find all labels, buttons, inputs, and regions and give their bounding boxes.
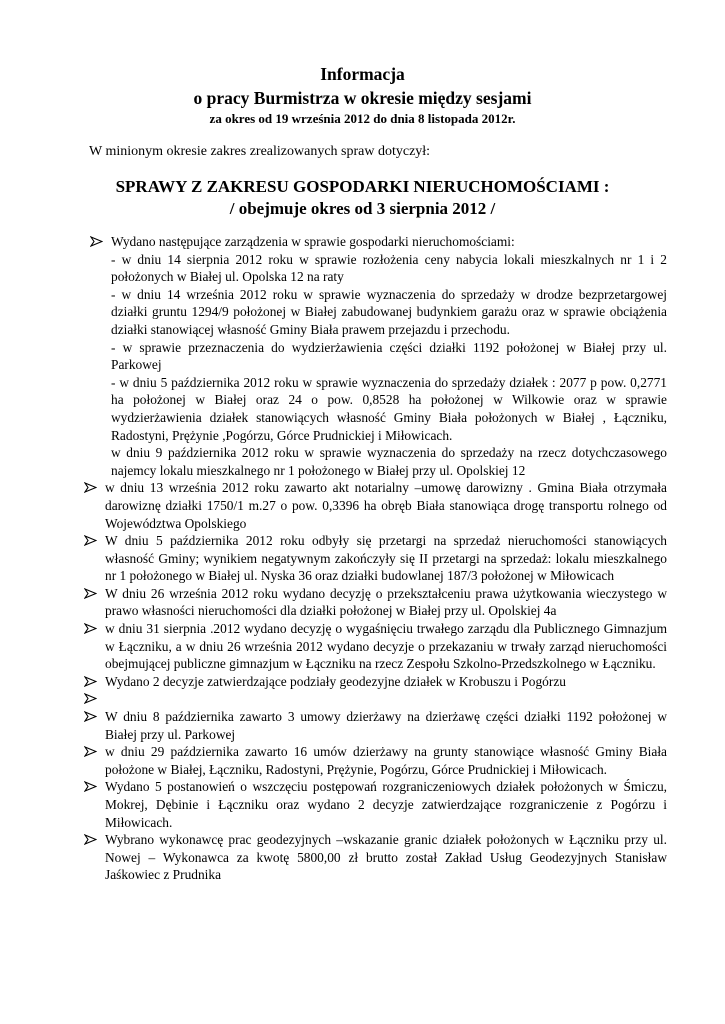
list-item-text: w dniu 13 września 2012 roku zawarto akt notarialny –umowę darowizny . Gmina Biała otrzymała darowiznę działki 1750/1 m.27 o pow. 0,3396 ha obręb Biała stanowiąca drogę transportu rolnego od Województwa Opolskiego xyxy=(105,480,667,531)
document-subtitle: o pracy Burmistrza w okresie między sesjami xyxy=(193,88,532,108)
list-subitem: - w dniu 14 września 2012 roku w sprawie wyznaczenia do sprzedaży w drodze bezprzetargowej działki gruntu 1294/9 położonej w Białej zabudowanej budynkiem garażu oraz w sprawie obciążenia działki stanowiącej własność Gminy Biała prawem przejazdu i przechodu. xyxy=(111,286,667,337)
list-item-text: W dniu 5 października 2012 roku odbyły się przetargi na sprzedaż nieruchomości stanowiących własność Gminy; wynikiem negatywnym zakończyły się II przetargi na sprzedaż: lokalu mieszkalnego nr 1 położonego w Białej ul. Nyska 36 oraz działki budowlanej 187/3 położonej w Miłowicach xyxy=(105,533,667,584)
list-item-text: W dniu 8 października zawarto 3 umowy dzierżawy na dzierżawę części działki 1192 położonej w Białej przy ul. Parkowej xyxy=(105,709,667,742)
items-list xyxy=(0,233,725,884)
document-period: za okres od 19 września 2012 do dnia 8 listopada 2012r. xyxy=(209,111,516,126)
arrow-bullet-icon xyxy=(84,690,98,708)
list-item-text: w dniu 31 sierpnia .2012 wydano decyzję o wygaśnięciu trwałego zarządu dla Publicznego Gimnazjum w Łączniku, a w dniu 26 września 2012 wydano decyzje o przekazaniu w trwały zarząd nieruchomości obejmującej publiczne gimnazjum w Łączniku na rzecz Zespołu Szkolno-Przedszkolnego w Łączniku. xyxy=(105,621,667,672)
arrow-bullet-icon xyxy=(84,778,98,796)
list-item-lead: Wydano następujące zarządzenia w sprawie gospodarki nieruchomościami: xyxy=(111,234,515,249)
list-item xyxy=(0,532,667,585)
section-subtitle: / obejmuje okres od 3 sierpnia 2012 / xyxy=(229,199,496,218)
list-item xyxy=(0,233,667,479)
list-item-text: W dniu 26 września 2012 roku wydano decyzję o przekształceniu prawa użytkowania wieczystego w prawo własności nieruchomości dla działki położonej w Białej przy ul. Opolskiej 4a xyxy=(105,585,667,619)
list-item-text: Wybrano wykonawcę prac geodezyjnych –wskazanie granic działek położonych w Łączniku przy ul. Nowej – Wykonawca za kwotę 5800,00 zł brutto został Zakład Usług Geodezyjnych Stanisław Jaśkowiec z Prudnika xyxy=(105,832,667,883)
list-subitem: w dniu 9 października 2012 roku w sprawie wyznaczenia do sprzedaży na rzecz dotychczasowego najemcy lokalu mieszkalnego nr 1 położonego w Białej przy ul. Opolskiej 12 xyxy=(111,445,667,478)
list-item xyxy=(0,708,667,743)
list-item-text: w dniu 29 października zawarto 16 umów dzierżawy na grunty stanowiące własność Gminy Biała położone w Białej, Łączniku, Radostyni, Prężynie, Pogórzu, Górce Prudnickiej i Miłowicach. xyxy=(105,744,667,777)
document-title: Informacja xyxy=(320,64,405,84)
list-item-text: Wydano 2 decyzje zatwierdzające podziały geodezyjne działek w Krobuszu i Pogórzu xyxy=(105,673,566,689)
arrow-bullet-icon xyxy=(84,708,98,726)
list-item xyxy=(0,585,667,620)
list-item xyxy=(0,479,667,532)
list-item xyxy=(0,620,667,673)
list-item xyxy=(0,673,667,691)
arrow-bullet-icon xyxy=(84,620,98,638)
list-subitem: - w dniu 14 sierpnia 2012 roku w sprawie rozłożenia ceny nabycia lokali mieszkalnych nr 1 i 2 położonych w Białej ul. Opolska 12 na raty xyxy=(111,251,667,285)
list-item xyxy=(0,690,667,708)
arrow-bullet-icon xyxy=(84,831,98,849)
list-subitem: - w sprawie przeznaczenia do wydzierżawienia części działki 1192 położonej w Białej przy ul. Parkowej xyxy=(111,339,667,373)
arrow-bullet-icon xyxy=(90,233,104,251)
arrow-bullet-icon xyxy=(84,743,98,761)
arrow-bullet-icon xyxy=(84,673,98,691)
list-item xyxy=(0,778,667,831)
section-title: SPRAWY Z ZAKRESU GOSPODARKI NIERUCHOMOŚCIAMI : xyxy=(115,177,610,196)
arrow-bullet-icon xyxy=(84,532,98,550)
list-subitem: - w dniu 5 października 2012 roku w sprawie wyznaczenia do sprzedaży działek : 2077 p pow. 0,2771 ha położonej w Białej oraz 24 o pow. 0,8528 ha położonej w Wilkowie oraz w sprawie wydzierżawienia działek stanowiących własność Gminy Biała położonych w Białej , Łączniku, Radostyni, Prężynie ,Pogórzu, Górce Prudnickiej i Miłowicach. xyxy=(111,374,667,443)
list-item-text: Wydano 5 postanowień o wszczęciu postępowań rozgraniczeniowych działek położonych w Śmiczu, Mokrej, Dębinie i Łączniku oraz wydano 2 decyzje zatwierdzające rozgraniczenie z Pogórzu i Miłowicach. xyxy=(105,779,667,830)
intro-text: W minionym okresie zakres zrealizowanych spraw dotyczył: xyxy=(89,144,431,159)
arrow-bullet-icon xyxy=(84,585,98,603)
list-item xyxy=(0,831,667,884)
list-item xyxy=(0,743,667,778)
arrow-bullet-icon xyxy=(84,479,98,497)
